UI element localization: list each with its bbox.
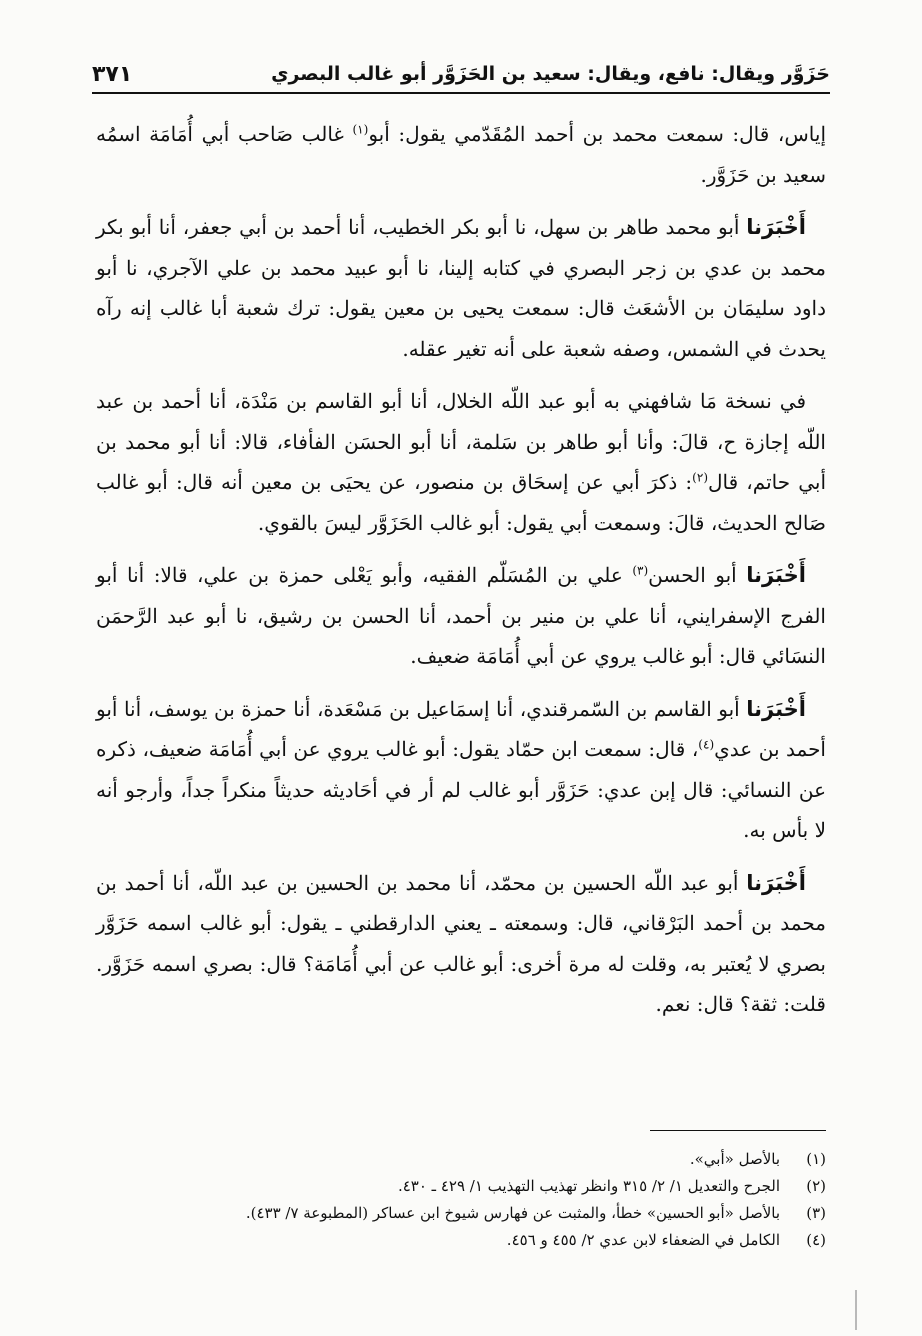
paragraph-6-text: أبو عبد اللّه الحسين بن محمّد، أنا محمد بن الحسين بن عبد اللّه، أنا أحمد بن محمد بن أحمد البَرْقاني، قال: وسمعته ـ يعني الدارقطني ـ يقول: أبو غالب اسمه حَزَوَّر بصري لا يُعتبر به، وقلت له مرة أخرى: أبو غالب عن أبي أُمَامَة؟ قال: بصري اسمه حَزَوَّر. قلت: ثقة؟ قال: نعم. <box>96 870 826 1016</box>
scan-artifact-line <box>855 1290 857 1330</box>
footnote-text: الجرح والتعديل ١/ ٢/ ٣١٥ وانظر تهذيب التهذيب ١/ ٤٢٩ ـ ٤٣٠. <box>397 1177 780 1195</box>
footnote-ref-3: (٣) <box>632 563 649 578</box>
paragraph-3-text: في نسخة مَا شافهني به أبو عبد اللّه الخلال، أنا أبو القاسم بن مَنْدَة، أنا أحمد بن عبد اللّه إجازة ح، قالَ: وأنا أبو طاهر بن سَلمة، أنا أبو الحسَن الفأفاء، قالا: أنا أبو محمد بن أبي حاتم، قال <box>96 389 826 494</box>
paragraph-1-text: إياس، قال: سمعت محمد بن أحمد المُقَدّمي يقول: أبو <box>368 122 827 146</box>
running-title: حَزَوَّر ويقال: نافع، ويقال: سعيد بن الحَزَوَّر أبو غالب البصري <box>271 63 830 85</box>
main-text <box>96 114 826 1037</box>
footnote-number: (٣) <box>806 1204 826 1222</box>
footnote-text: بالأصل «أبي». <box>689 1150 780 1168</box>
footnote-item <box>96 1173 826 1200</box>
footnote-number: (٤) <box>806 1231 826 1249</box>
footnote-ref-1: (١) <box>352 122 369 137</box>
footnote-number: (١) <box>806 1150 826 1168</box>
paragraph-3 <box>96 381 826 543</box>
paragraph-4 <box>96 555 826 677</box>
paragraph-1-rest: غالب صَاحب أبي أُمَامَة اسمُه سعيد بن حَزَوَّر. <box>96 122 826 187</box>
paragraph-5-text: أبو القاسم بن السّمرقندي، أنا إسمَاعيل بن مَسْعَدة، أنا حمزة بن يوسف، أنا أبو أحمد بن عدي <box>96 696 826 761</box>
paragraph-1 <box>96 114 826 195</box>
footnote-number: (٢) <box>806 1177 826 1195</box>
footnote-divider <box>650 1130 826 1131</box>
paragraph-4-lead: أَخْبَرَنا <box>746 563 807 587</box>
footnote-item <box>96 1200 826 1227</box>
page-header <box>92 56 830 94</box>
footnote-text: بالأصل «أبو الحسين» خطأ، والمثبت عن فهارس شيوخ ابن عساكر (المطبوعة ٧/ ٤٣٣). <box>245 1204 780 1222</box>
paragraph-3-rest: : ذكرَ أبي عن إسحَاق بن منصور، عن يحيَى بن معين أنه قال: أبو غالب صَالح الحديث، قالَ: وسمعت أبي يقول: أبو غالب الحَزَوَّر ليسَ بالقوي. <box>96 470 826 535</box>
paragraph-4-rest: علي بن المُسَلّم الفقيه، وأبو يَعْلى حمزة بن علي، قالا: أنا أبو الفرج الإسفرايني، أنا علي بن منير بن أحمد، أنا الحسن بن رشيق، نا أبو عبد الرَّحمَن النسَائي قال: أبو غالب يروي عن أبي أُمَامَة ضعيف. <box>96 563 826 668</box>
footnote-ref-2: (٢) <box>692 470 708 485</box>
paragraph-5-lead: أَخْبَرَنا <box>746 696 806 721</box>
paragraph-2 <box>96 207 826 369</box>
footnotes <box>96 1146 826 1254</box>
paragraph-2-lead: أَخْبَرَنا <box>746 215 806 239</box>
page-number: ٣٧١ <box>92 61 133 87</box>
paragraph-2-text: أبو محمد طاهر بن سهل، نا أبو بكر الخطيب، أنا أحمد بن أبي جعفر، أنا أبو بكر محمد بن عدي بن زجر البصري في كتابه إلينا، نا أبو عبيد محمد بن علي الآجري، نا أبو داود سليمَان بن الأشعَث قال: سمعت يحيى بن معين يقول: ترك شعبة أبا غالب إنه رآه يحدث في الشمس، وصفه شعبة على أنه تغير عقله. <box>96 215 826 361</box>
paragraph-6 <box>96 863 826 1025</box>
paragraph-5 <box>96 689 826 851</box>
footnote-item <box>96 1146 826 1173</box>
footnote-ref-4: (٤) <box>698 737 715 752</box>
footnote-text: الكامل في الضعفاء لابن عدي ٢/ ٤٥٥ و ٤٥٦. <box>506 1231 780 1249</box>
paragraph-6-lead: أَخْبَرَنا <box>746 870 806 895</box>
paragraph-4-text: أبو الحسن <box>648 563 747 587</box>
footnote-item <box>96 1227 826 1254</box>
paragraph-5-rest: ، قال: سمعت ابن حمّاد يقول: أبو غالب يروي عن أبي أُمَامَة ضعيف، ذكره عن النسائي: قال إبن عدي: حَزَوَّر أبو غالب لم أر في أحَاديثه حديثاً منكراً جداً، وأرجو أنه لا بأس به. <box>96 737 826 842</box>
